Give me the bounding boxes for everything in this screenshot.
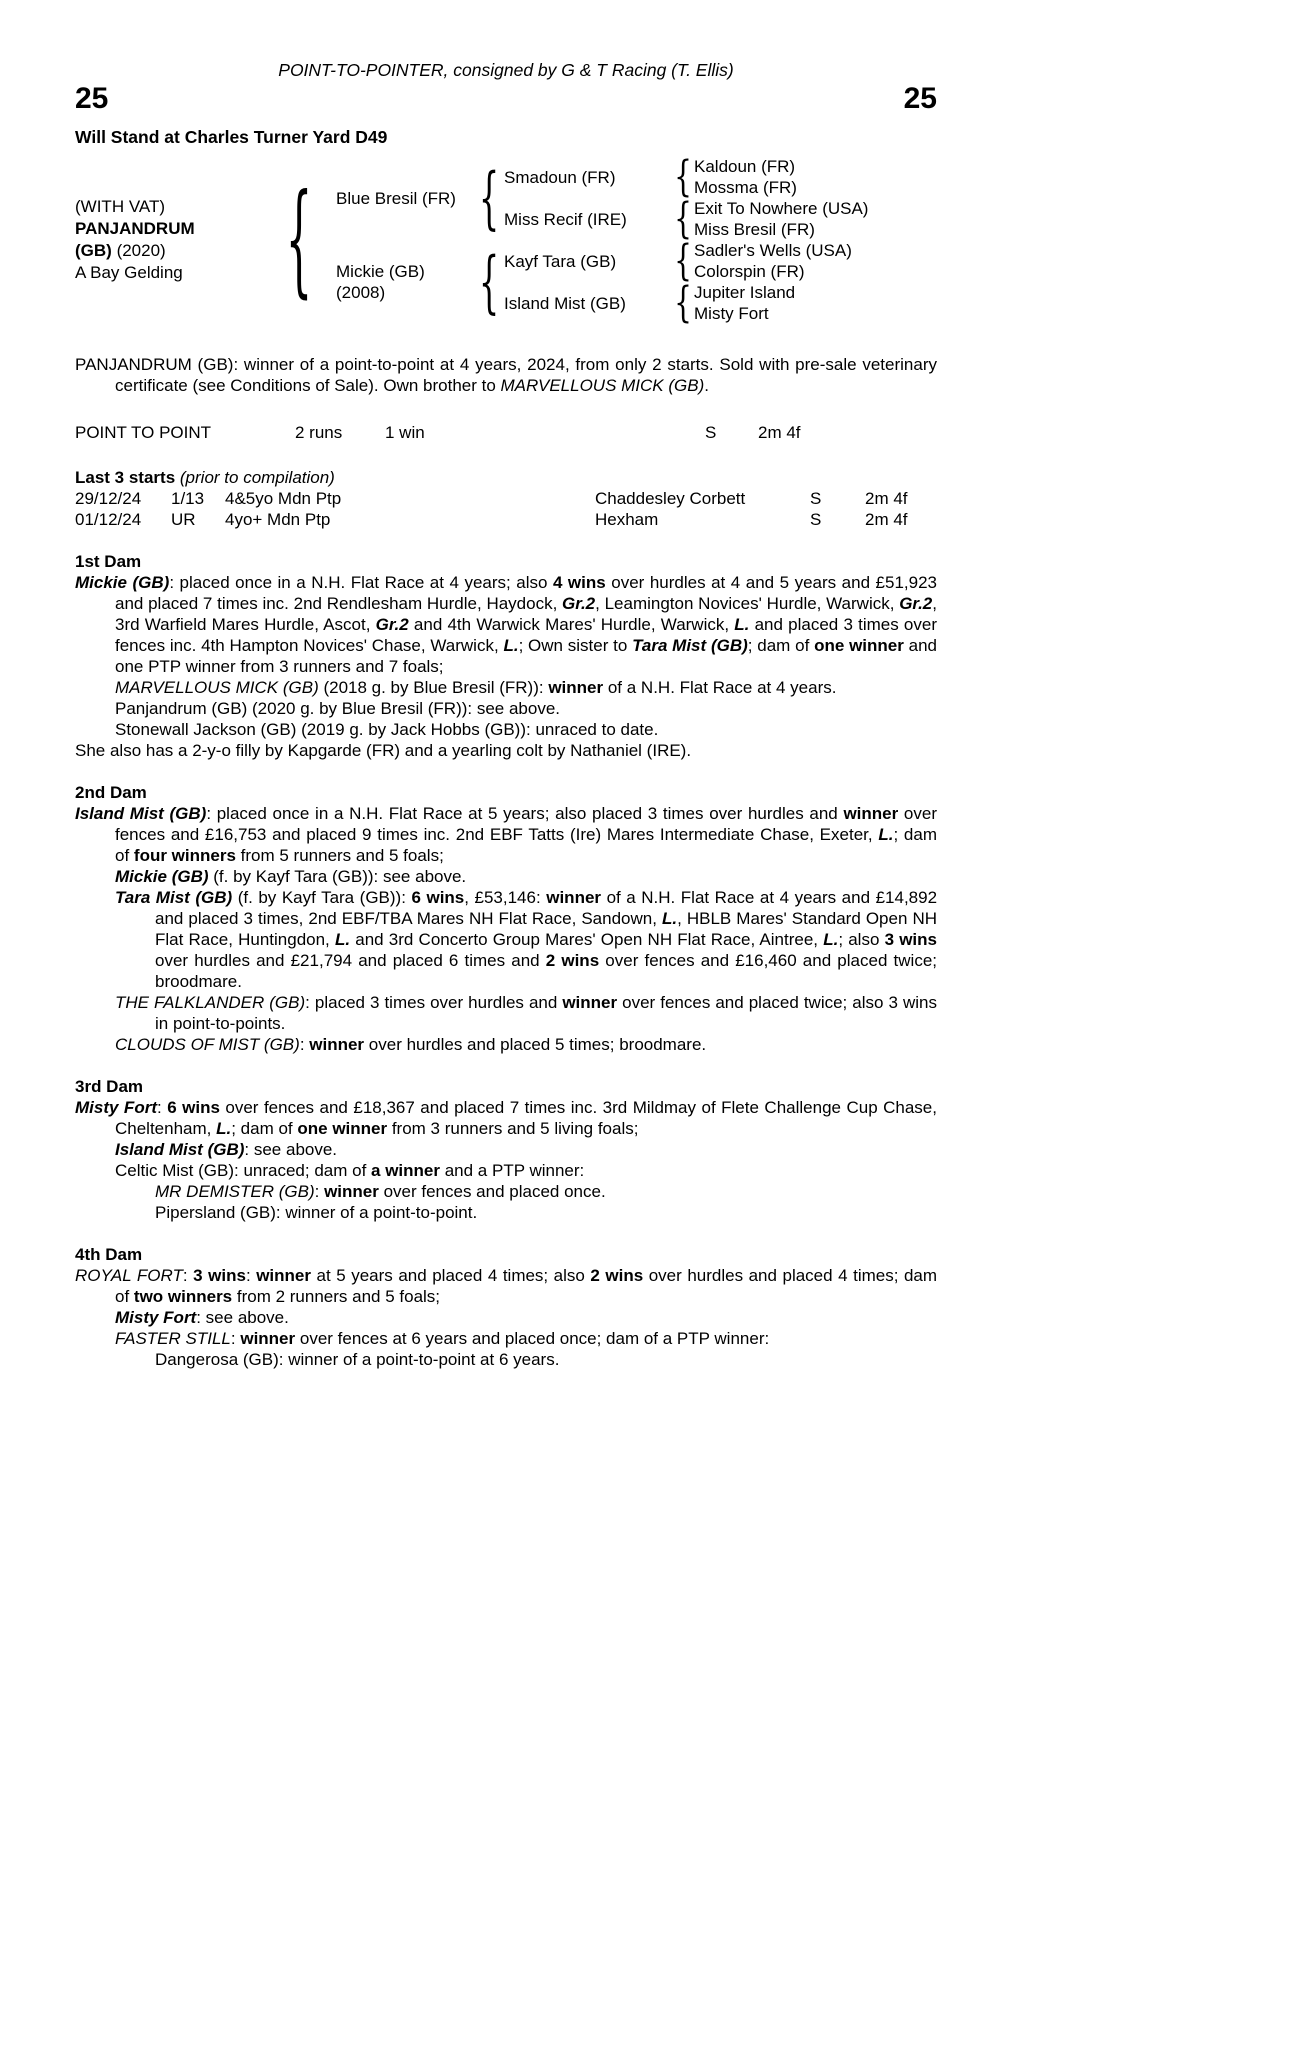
record-wins: 1 win [385,423,425,442]
last-starts-title-italic: (prior to compilation) [175,468,335,487]
dam-paragraph: Island Mist (GB): placed once in a N.H. Flat Race at 5 years; also placed 3 times over hurdles and winner over fences and £16,753 and placed 9 times inc. 2nd EBF Tatts (Ire) Mares Intermediate Chase, Exeter, L.; dam of four winners from 5 runners and 5 foals; [75,804,937,865]
start-going: S [810,510,822,529]
start-date: 01/12/24 [75,510,142,529]
dam-sire-branch [500,240,852,282]
dam-branch [310,240,868,324]
last-starts-title-bold: Last 3 starts [75,468,176,487]
start-race: 4&5yo Mdn Ptp [225,489,342,508]
dam-sire-name: Kayf Tara (GB) [504,251,617,271]
start-race: 4yo+ Mdn Ptp [225,510,331,529]
horse-year: (2020) [116,241,166,260]
note-paragraph: She also has a 2-y-o filly by Kapgarde (FR) and a yearling colt by Nathaniel (IRE). [75,741,692,760]
progeny-paragraph: MARVELLOUS MICK (GB) (2018 g. by Blue Bresil (FR)): winner of a N.H. Flat Race at 4 years. [115,678,837,697]
pedigree-ancestor: Kaldoun (FR) [694,157,796,176]
pedigree-table [75,156,937,324]
dam-name-block [310,261,478,303]
progeny-paragraph: Dangerosa (GB): winner of a point-to-point at 6 years. [155,1350,560,1369]
pedigree-ancestor: Sadler's Wells (USA) [694,241,852,260]
intro-paragraph: PANJANDRUM (GB): winner of a point-to-point at 4 years, 2024, from only 2 starts. Sold with pre-sale veterinary certificate (see Conditions of Sale). Own brother to MARVELLOUS MICK (GB). [75,355,937,395]
start-row [75,509,937,530]
sire-dam-brace-icon [672,205,694,233]
dam-year: (2008) [336,283,386,302]
start-row [75,488,937,509]
section-heading: 4th Dam [75,1245,143,1264]
pedigree-ancestor: Miss Bresil (FR) [694,220,815,239]
lot-number-row [75,84,937,114]
progeny-paragraph: Stonewall Jackson (GB) (2019 g. by Jack Hobbs (GB)): unraced to date. [115,720,659,739]
start-result: UR [171,510,196,529]
progeny-paragraph: Mickie (GB) (f. by Kayf Tara (GB)): see above. [115,867,467,886]
second-dam-section [75,782,937,1055]
dam-name: Mickie (GB) [336,262,425,281]
pedigree-first-generation [310,156,868,324]
dam-paragraph: Misty Fort: 6 wins over fences and £18,367 and placed 7 times inc. 3rd Mildmay of Flete Challenge Cup Chase, Cheltenham, L.; dam of one winner from 3 runners and 5 living foals; [75,1098,937,1138]
last-starts-section [75,467,937,530]
start-distance: 2m 4f [865,510,908,529]
third-dam-section [75,1076,937,1223]
dam-paragraph: Mickie (GB): placed once in a N.H. Flat Race at 4 years; also 4 wins over hurdles at 4 and 5 years and £51,923 and placed 7 times inc. 2nd Rendlesham Hurdle, Haydock, Gr.2, Leamington Novices' Hurdle, Warwick, Gr.2, 3rd Warfield Mares Hurdle, Ascot, Gr.2 and 4th Warwick Mares' Hurdle, Warwick, L. and placed 3 times over fences inc. 4th Hampton Novices' Chase, Warwick, L.; Own sister to Tara Mist (GB); dam of one winner and one PTP winner from 3 runners and 7 foals; [75,573,938,676]
pedigree-main-brace-icon [288,219,310,261]
lot-number-left: 25 [75,82,109,115]
progeny-paragraph: Pipersland (GB): winner of a point-to-point. [155,1203,478,1222]
section-heading: 1st Dam [75,552,142,571]
sire-brace-icon [478,182,500,214]
record-distance: 2m 4f [758,423,801,442]
race-record-row [75,422,937,443]
progeny-paragraph: Misty Fort: see above. [115,1308,289,1327]
stand-location-line: Will Stand at Charles Turner Yard D49 [75,127,388,147]
progeny-paragraph: MR DEMISTER (GB): winner over fences and placed once. [155,1182,606,1201]
start-result: 1/13 [171,489,205,508]
catalogue-page [75,60,937,1370]
start-date: 29/12/24 [75,489,142,508]
record-category: POINT TO POINT [75,423,212,442]
pedigree-ancestor: Jupiter Island [694,283,796,302]
horse-country-year [75,240,288,262]
pedigree-ancestor: Colorspin (FR) [694,262,805,281]
sire-sire-brace-icon [672,163,694,191]
sire-sire-name: Smadoun (FR) [504,167,616,187]
sire-sire-branch [500,156,868,198]
lot-number-right: 25 [903,82,937,115]
sire-dam-branch [500,198,868,240]
dam-brace-icon [478,266,500,298]
consignor-line: POINT-TO-POINTER, consigned by G & T Racing (T. Ellis) [278,60,734,80]
progeny-paragraph: THE FALKLANDER (GB): placed 3 times over hurdles and winner over fences and placed twice; also 3 wins in point-to-points. [115,993,937,1033]
horse-description: A Bay Gelding [75,263,183,282]
record-runs: 2 runs [295,423,343,442]
first-dam-section [75,551,937,761]
progeny-paragraph: Celtic Mist (GB): unraced; dam of a winner and a PTP winner: [115,1161,585,1180]
progeny-paragraph: CLOUDS OF MIST (GB): winner over hurdles and placed 5 times; broodmare. [115,1035,707,1054]
dam-dam-branch [500,282,852,324]
section-heading: 2nd Dam [75,783,147,802]
last-starts-title [75,467,937,488]
start-course: Chaddesley Corbett [595,489,746,508]
sire-branch [310,156,868,240]
start-course: Hexham [595,510,659,529]
section-heading: 3rd Dam [75,1077,144,1096]
pedigree-ancestor: Misty Fort [694,304,769,323]
fourth-dam-section [75,1244,937,1370]
horse-details [75,196,288,284]
dam-dam-brace-icon [672,289,694,317]
start-distance: 2m 4f [865,489,908,508]
dam-sire-brace-icon [672,247,694,275]
dam-dam-name: Island Mist (GB) [504,293,626,313]
start-going: S [810,489,822,508]
record-going: S [705,423,717,442]
dam-paragraph: ROYAL FORT: 3 wins: winner at 5 years and placed 4 times; also 2 wins over hurdles and placed 4 times; dam of two winners from 2 runners and 5 foals; [75,1266,938,1306]
sire-dam-name: Miss Recif (IRE) [504,209,627,229]
progeny-paragraph: FASTER STILL: winner over fences at 6 years and placed once; dam of a PTP winner: [115,1329,770,1348]
pedigree-ancestor: Exit To Nowhere (USA) [694,199,869,218]
vat-note: (WITH VAT) [75,197,166,216]
horse-country: (GB) [75,241,112,260]
progeny-paragraph: Island Mist (GB): see above. [115,1140,338,1159]
progeny-paragraph: Tara Mist (GB) (f. by Kayf Tara (GB)): 6 wins, £53,146: winner of a N.H. Flat Race at 4 years and £14,892 and placed 3 times, 2nd EBF/TBA Mares NH Flat Race, Sandown, L., HBLB Mares' Standard Open NH Flat Race, Huntingdon, L. and 3rd Concerto Group Mares' Open NH Flat Race, Aintree, L.; also 3 wins over hurdles and £21,794 and placed 6 times and 2 wins over fences and £16,460 and placed twice; broodmare. [115,888,938,991]
sire-name: Blue Bresil (FR) [336,188,456,208]
pedigree-ancestor: Mossma (FR) [694,178,797,197]
horse-name: PANJANDRUM [75,219,195,238]
progeny-paragraph: Panjandrum (GB) (2020 g. by Blue Bresil (FR)): see above. [115,699,561,718]
